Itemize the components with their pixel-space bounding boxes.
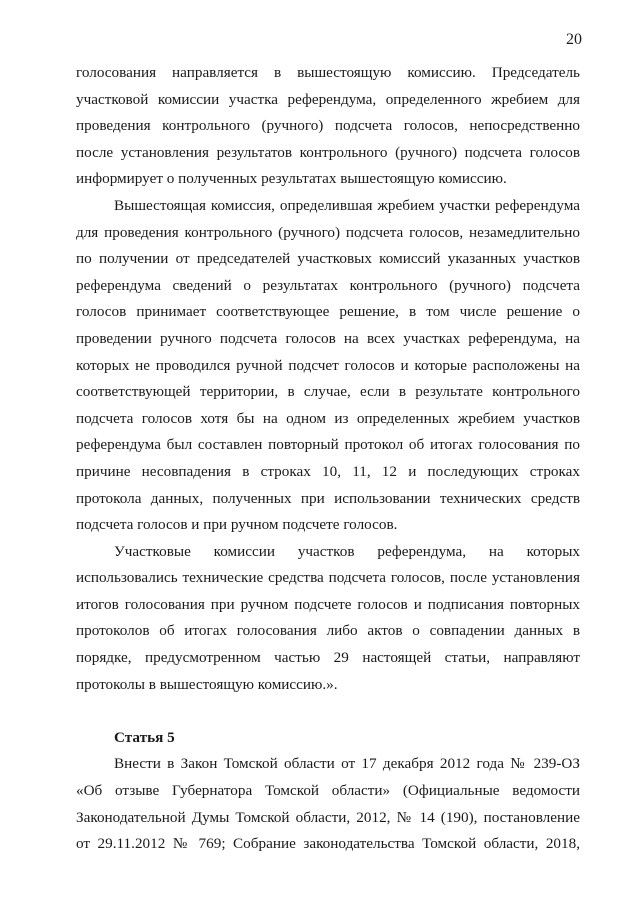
text-line: информирует о полученных результатах вышестоящую комиссию. xyxy=(76,170,507,188)
text-line: итогов голосования при ручном подсчете голосов и подписания повторных xyxy=(76,595,580,613)
text-line: референдума сведений о результатах контрольного (ручного) подсчета xyxy=(76,276,580,294)
text-line: протокола данных, полученных при использовании технических средств xyxy=(76,489,580,507)
text-line: проведении ручного подсчета голосов на всех участках референдума, на xyxy=(76,329,580,347)
text-line: причине несовпадения в строках 10, 11, 12 и последующих строках xyxy=(76,462,580,480)
text-line: Участковые комиссии участков референдума, на которых xyxy=(114,542,580,560)
document-body xyxy=(76,60,580,858)
text-line: Внести в Закон Томской области от 17 декабря 2012 года № 239-ОЗ xyxy=(114,755,580,773)
text-line: по получении от председателей участковых комиссий указанных участков xyxy=(76,250,580,268)
text-line: соответствующей территории, в случае, если в результате контрольного xyxy=(76,383,580,401)
text-line: Вышестоящая комиссия, определившая жребием участки референдума xyxy=(114,196,580,214)
text-line: голосования направляется в вышестоящую комиссию. Председатель xyxy=(76,64,580,81)
paragraph-1 xyxy=(76,60,580,193)
text-line: протоколов об итогах голосования либо актов о совпадении данных в xyxy=(76,622,580,640)
text-line: протоколы в вышестоящую комиссию.». xyxy=(76,675,338,693)
text-line: от 29.11.2012 № 769; Собрание законодательства Томской области, 2018, xyxy=(76,835,580,853)
paragraph-2 xyxy=(76,193,580,539)
text-line: для проведения контрольного (ручного) подсчета голосов, незамедлительно xyxy=(76,223,580,241)
text-line: подсчета голосов хотя бы на одном из определенных жребием участков xyxy=(76,409,580,427)
article-heading: Статья 5 xyxy=(114,728,175,746)
text-line: проведения контрольного (ручного) подсчета голосов, непосредственно xyxy=(76,117,580,135)
text-line: Законодательной Думы Томской области, 2012, № 14 (190), постановление xyxy=(76,808,580,826)
text-line: после установления результатов контрольного (ручного) подсчета голосов xyxy=(76,143,580,161)
text-line: референдума был составлен повторный протокол об итогах голосования по xyxy=(76,436,580,454)
text-line: использовались технические средства подсчета голосов, после установления xyxy=(76,569,580,587)
page-number: 20 xyxy=(566,31,582,48)
text-line: которых не проводился ручной подсчет голосов и которые расположены на xyxy=(76,356,580,374)
text-line: порядке, предусмотренном частью 29 настоящей статьи, направляют xyxy=(76,649,580,667)
text-line: подсчета голосов и при ручном подсчете голосов. xyxy=(76,516,398,534)
text-line: участковой комиссии участка референдума, определенного жребием для xyxy=(76,90,580,108)
paragraph-3 xyxy=(76,539,580,699)
article-paragraph xyxy=(76,751,580,857)
text-line: «Об отзыве Губернатора Томской области» (Официальные ведомости xyxy=(76,782,580,800)
text-line: голосов принимает соответствующее решение, в том числе решение о xyxy=(76,303,580,321)
